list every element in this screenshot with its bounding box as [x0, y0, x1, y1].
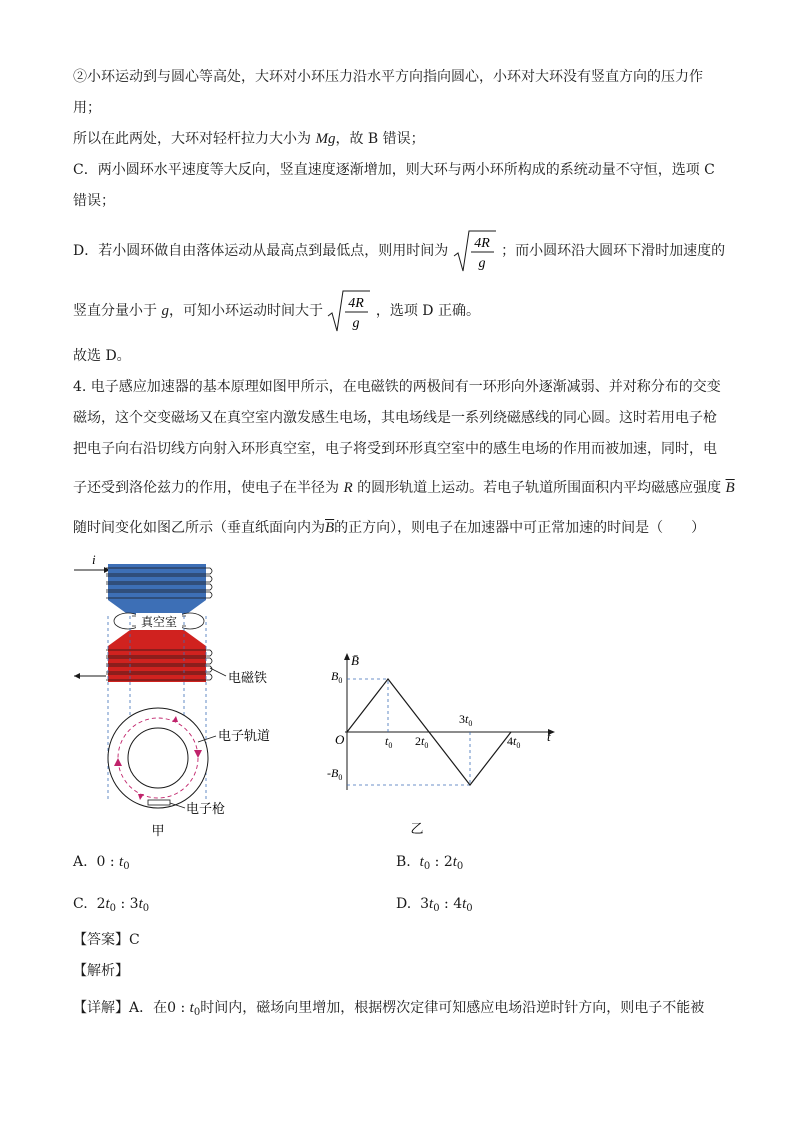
svg-text:4R: 4R — [473, 236, 490, 251]
figure-jia — [70, 550, 270, 840]
t3-tick-label: $3t_0$ — [459, 712, 473, 728]
svg-text:g: g — [478, 256, 486, 271]
detail-line: 【详解】A．在0 : $t_0$时间内，磁场向里增加，根据楞次定律可知感应电场沿逆时针方向，则电子不能被 — [73, 1000, 705, 1018]
text-line-2: 用； — [73, 100, 101, 116]
magnet-label: 电磁铁 — [228, 671, 268, 686]
current-label: i — [92, 552, 96, 567]
gun-label: 电子枪 — [186, 802, 226, 817]
option-d[interactable]: D. $3t_0$ : $4t_0$ — [396, 896, 473, 914]
question-4-line-1: 4. 电子感应加速器的基本原理如图甲所示，在电磁铁的两极间有一环形向外逐渐减弱、并对称分布的交变 — [73, 379, 721, 395]
option-a[interactable]: A. 0 : $t_0$ — [73, 854, 130, 872]
text-line-8: 故选 D。 — [73, 348, 131, 364]
vacuum-label: 真空室 — [140, 615, 178, 629]
b-bar-symbol-2: $\overline{B}$ — [325, 520, 335, 536]
b-bar-symbol: $\overline{B}$ — [725, 480, 735, 496]
neg-b0-label: $-B_0$ — [327, 766, 343, 782]
inner-ring — [128, 728, 188, 788]
text-line-4: C．两小圆环水平速度等大反向，竖直速度逐渐增加，则大环与两小环所构成的系统动量不守恒，选项 C — [73, 162, 715, 178]
y-axis-label: B̄ — [351, 653, 359, 668]
t2-tick-label: $2t_0$ — [415, 734, 429, 750]
question-4-line-2: 磁场，这个交变磁场又在真空室内激发感生电场，其电场线是一系列绕磁感线的同心圆。这时若用电子枪 — [73, 410, 717, 426]
t4-tick-label: $4t_0$ — [507, 734, 521, 750]
figure-yi — [315, 645, 565, 835]
answer-label: 【答案】C — [73, 932, 140, 948]
figure-jia-caption: 甲 — [151, 824, 165, 839]
svg-text:4R: 4R — [348, 296, 365, 311]
text-line-6: D．若小圆环做自由落体运动从最高点到最低点，则用时间为 4R g ；而小圆环沿大圆环下滑时加速度的 — [73, 228, 725, 274]
option-c[interactable]: C. $2t_0$ : $3t_0$ — [73, 896, 150, 914]
sqrt-formula-2 — [327, 288, 371, 334]
orbit-label: 电子轨道 — [218, 729, 270, 744]
origin-label: O — [335, 732, 345, 747]
figure-yi-caption: 乙 — [410, 822, 424, 835]
b0-label: $B_0$ — [331, 669, 343, 685]
question-4-line-5: 随时间变化如图乙所示（垂直纸面向内为$\overline{B}$的正方向），则电子在加速器中可正常加速的时间是（ ） — [73, 520, 706, 536]
x-axis-label: t — [547, 729, 551, 744]
t0-tick-label: $t_0$ — [385, 734, 393, 750]
text-line-1: ②小环运动到与圆心等高处，大环对小环压力沿水平方向指向圆心，小环对大环没有竖直方向的压力作 — [73, 69, 703, 85]
option-b[interactable]: B. $t_0$ : $2t_0$ — [396, 854, 464, 872]
red-magnet-taper — [108, 630, 206, 646]
svg-text:g: g — [352, 316, 360, 331]
electron-gun — [148, 800, 170, 805]
text-line-3: 所以在此两处，大环对轻杆拉力大小为 Mg，故 B 错误； — [73, 131, 425, 147]
text-line-7: 竖直分量小于 g，可知小环运动时间大于 4R g ，选项 D 正确。 — [73, 288, 480, 334]
question-4-line-3: 把电子向右沿切线方向射入环形真空室，电子将受到环形真空室中的感生电场的作用而被加速，同时，电 — [73, 441, 717, 457]
analysis-label: 【解析】 — [73, 963, 129, 979]
sqrt-formula-1 — [453, 228, 497, 274]
text-line-5: 错误； — [73, 193, 115, 209]
question-4-line-4: 子还受到洛伦兹力的作用，使电子在半径为 R 的圆形轨道上运动。若电子轨道所围面积内平均磁感应强度 $\overline{B}$ — [73, 480, 735, 496]
